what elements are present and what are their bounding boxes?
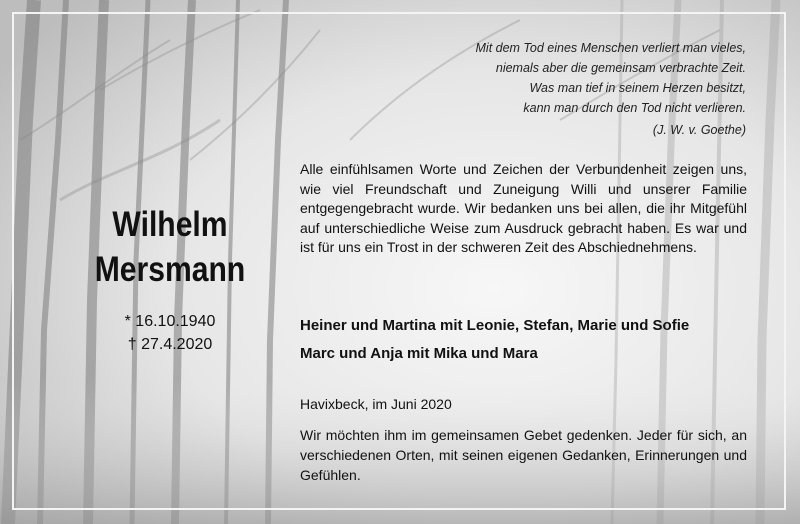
deceased-first-name: Wilhelm <box>112 205 228 244</box>
death-date: † 27.4.2020 <box>127 336 213 353</box>
quote-author: (J. W. v. Goethe) <box>652 123 746 137</box>
quote-line: Was man tief in seinem Herzen besitzt, <box>529 81 746 95</box>
family-line: Marc und Anja mit Mika und Mara <box>300 345 538 362</box>
deceased-last-name: Mersmann <box>94 250 246 289</box>
family-line: Heiner und Martina mit Leonie, Stefan, Marie und Sofie <box>300 317 690 334</box>
quote-line: niemals aber die gemeinsam verbrachte Zeit. <box>495 61 746 75</box>
quote-line: Mit dem Tod eines Menschen verliert man vieles, <box>475 41 746 55</box>
place-date: Havixbeck, im Juni 2020 <box>300 396 452 412</box>
quote-line: kann man durch den Tod nicht verlieren. <box>523 101 746 115</box>
life-dates <box>40 310 300 356</box>
thanks-paragraph: Alle einfühlsamen Worte und Zeichen der Verbundenheit zeigen uns, wie viel Freundschaft und Zuneigung Willi und unserer Familie entgegengebracht wurde. Wir bedanken uns bei allen, die ihr Mitgefühl auf unterschiedliche Weise zum Ausdruck gebracht haben. Es war und ist für uns ein Trost in der schweren Zeit des Abschiednehmens. <box>300 161 747 255</box>
prayer-paragraph: Wir möchten ihm im gemeinsamen Gebet gedenken. Jeder für sich, an verschiedenen Orten, mit seinen eigenen Gedanken, Erinnerungen und Gefühlen. <box>300 427 747 483</box>
birth-date: * 16.10.1940 <box>124 313 216 330</box>
goethe-quote <box>386 38 746 140</box>
family-names <box>300 312 770 368</box>
